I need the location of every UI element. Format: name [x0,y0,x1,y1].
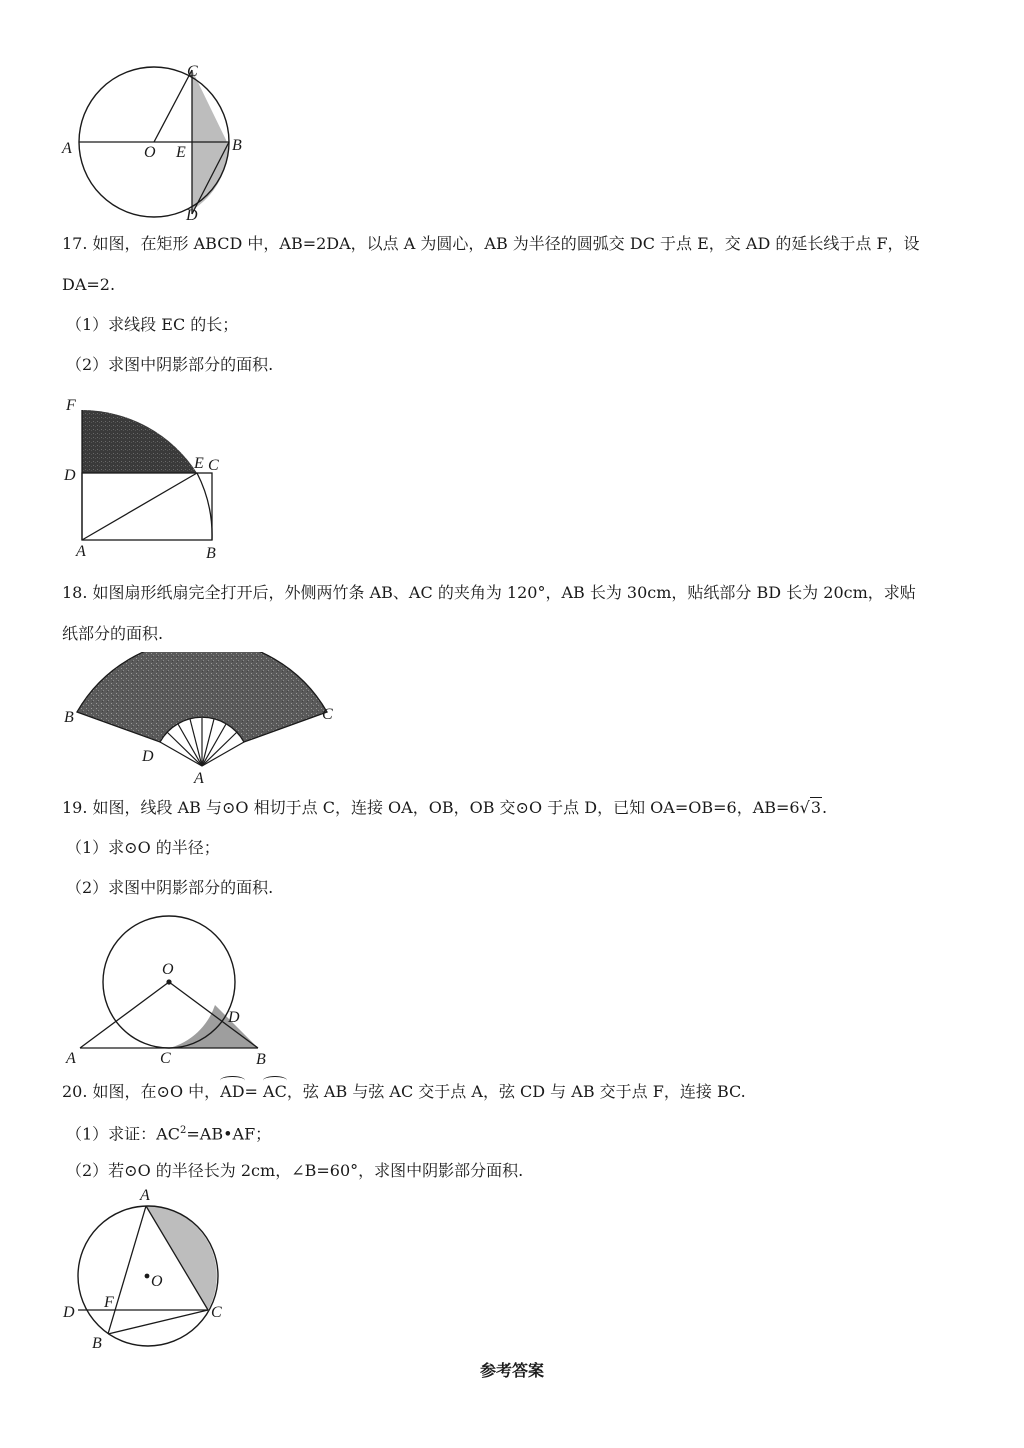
label-B: B [232,137,242,154]
figure-19-tangent-circle [60,908,280,1068]
q17-part1: （1）求线段 EC 的长； [66,315,239,334]
q20-line1 [62,1081,746,1103]
sqrt-value: 3 [810,798,821,817]
label-F: F [104,1294,114,1311]
q19-line1-text: 19. 如图，线段 AB 与⊙O 相切于点 C，连接 OA，OB，OB 交⊙O 于点 D，已知 OA=OB=6，AB=6 [62,798,800,817]
q20-part2: （2）若⊙O 的半径长为 2cm，∠B=60°，求图中阴影部分面积. [66,1161,524,1180]
q17-part2: （2）求图中阴影部分的面积. [66,355,274,374]
label-C: C [187,63,198,80]
label-D: D [228,1009,240,1026]
q20-suffix: ，弦 AB 与弦 AC 交于点 A，弦 CD 与 AB 交于点 F，连接 BC. [286,1082,746,1101]
label-B: B [256,1051,266,1068]
arc-AD: AD [220,1082,245,1101]
label-A: A [140,1187,150,1204]
q20-part1-sup: 2 [179,1125,187,1136]
label-B: B [206,545,216,562]
sqrt-symbol: √ [799,798,810,817]
arc-AC: AC [263,1082,287,1101]
answer-section-title: 参考答案 [479,1361,544,1380]
label-C: C [322,706,333,723]
q19-line1 [62,797,827,819]
label-A: A [62,140,72,157]
q20-equals: = [244,1082,258,1101]
label-A: A [66,1050,76,1067]
q17-line2: DA=2. [62,275,116,294]
figure-18-fan [60,652,350,788]
q19-line1-end: . [822,798,828,817]
label-E: E [176,144,186,161]
q18-line2: 纸部分的面积. [62,624,164,643]
label-F: F [66,397,76,414]
label-B: B [64,709,74,726]
label-A: A [76,543,86,560]
figure-20-circle-triangle [58,1186,248,1354]
q20-part1-prefix: （1）求证：AC [66,1124,180,1144]
label-D: D [186,207,198,224]
q20-prefix: 20. 如图，在⊙O 中， [62,1082,221,1101]
label-O: O [144,144,156,161]
label-C: C [160,1050,171,1067]
label-C: C [211,1304,222,1321]
label-B: B [92,1335,102,1352]
label-E: E [194,455,204,472]
q19-part1: （1）求⊙O 的半径； [66,838,220,857]
q17-line1: 17. 如图，在矩形 ABCD 中，AB=2DA，以点 A 为圆心，AB 为半径的圆弧交 DC 于点 E，交 AD 的延长线于点 F，设 [62,234,920,253]
q18-line1: 18. 如图扇形纸扇完全打开后，外侧两竹条 AB、AC 的夹角为 120°，AB 长为 30cm，贴纸部分 BD 长为 20cm，求贴 [62,583,916,602]
label-D: D [63,1304,75,1321]
q20-part1-suffix: =AB•AF； [186,1124,272,1144]
label-A: A [194,770,204,787]
q19-part2: （2）求图中阴影部分的面积. [66,878,274,897]
q20-part1 [66,1120,271,1145]
figure-17-rectangle-arc [60,392,240,564]
label-D: D [64,467,76,484]
figure-16-circle [58,58,258,228]
label-C: C [208,457,219,474]
label-O: O [151,1273,163,1290]
label-D: D [142,748,154,765]
label-O: O [162,961,174,978]
